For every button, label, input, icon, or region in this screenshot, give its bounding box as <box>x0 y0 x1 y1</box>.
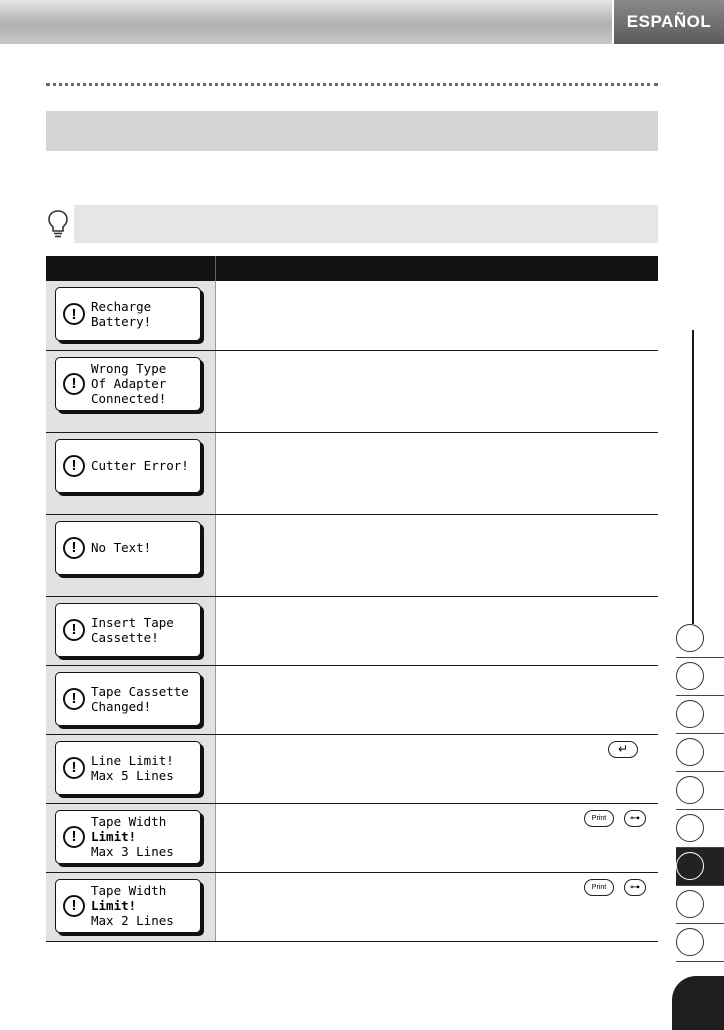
lcd-line: No Text! <box>91 540 152 555</box>
lcd-cell <box>46 872 216 941</box>
lcd-cell <box>46 734 216 803</box>
dotted-divider <box>46 83 658 86</box>
lcd-cell <box>46 665 216 734</box>
chapter-circle-icon <box>676 852 704 880</box>
lcd-line: Connected! <box>91 391 167 406</box>
lcd-message <box>91 361 166 406</box>
note-bar <box>74 205 658 243</box>
description-cell <box>216 281 659 350</box>
table-row <box>46 514 658 596</box>
lcd-display <box>55 357 201 411</box>
chapter-tab[interactable] <box>676 772 724 810</box>
chapter-tab[interactable] <box>676 848 724 886</box>
lcd-display <box>55 439 201 493</box>
table-row <box>46 350 658 432</box>
lcd-message <box>91 684 189 714</box>
table-row <box>46 281 658 350</box>
lcd-display <box>55 741 201 795</box>
alert-icon: ! <box>63 537 85 559</box>
table-header-row <box>46 256 658 281</box>
lcd-line: Battery! <box>91 314 152 329</box>
language-tab: ESPAÑOL <box>614 0 724 44</box>
lcd-line: Tape Width <box>91 883 167 898</box>
lcd-line: Of Adapter <box>91 376 167 391</box>
sidebar-rule <box>692 330 694 624</box>
enter-key-icon: ↵ <box>608 741 638 758</box>
alert-icon: ! <box>63 826 85 848</box>
section-heading-bar <box>46 111 658 151</box>
table-row <box>46 596 658 665</box>
description-cell <box>216 350 659 432</box>
description-cell <box>216 665 659 734</box>
alert-icon: ! <box>63 757 85 779</box>
table-row <box>46 803 658 872</box>
chapter-circle-icon <box>676 662 704 690</box>
lightbulb-icon <box>46 209 70 239</box>
description-cell <box>216 432 659 514</box>
lcd-line: Max 3 Lines <box>91 844 174 859</box>
chapter-tab[interactable] <box>676 810 724 848</box>
alert-icon: ! <box>63 303 85 325</box>
lcd-line: Insert Tape <box>91 614 174 630</box>
lcd-line: Limit! <box>91 898 137 913</box>
chapter-circle-icon <box>676 776 704 804</box>
alert-icon: ! <box>63 455 85 477</box>
table-row <box>46 734 658 803</box>
chapter-tabs <box>676 620 724 962</box>
chapter-tab[interactable] <box>676 696 724 734</box>
table-row <box>46 872 658 941</box>
lcd-line: Line Limit! <box>91 752 174 768</box>
description-cell <box>216 734 659 803</box>
error-message-table <box>46 256 658 942</box>
column-header-description <box>216 256 659 281</box>
alert-icon: ! <box>63 895 85 917</box>
lcd-display <box>55 521 201 575</box>
chapter-tab[interactable] <box>676 620 724 658</box>
lcd-line: Tape Width <box>91 814 167 829</box>
lcd-message <box>91 814 174 859</box>
lcd-line: Max 2 Lines <box>91 913 174 928</box>
lcd-message <box>91 458 189 473</box>
chapter-circle-icon <box>676 928 704 956</box>
description-cell <box>216 514 659 596</box>
chapter-circle-icon <box>676 624 704 652</box>
print-key-icon: Print <box>584 810 614 827</box>
shift-key-icon: ⊶ <box>624 879 646 896</box>
lcd-line: Limit! <box>91 829 137 844</box>
lcd-display <box>55 879 201 933</box>
header-bar <box>0 0 612 44</box>
alert-icon: ! <box>63 373 85 395</box>
print-key-icon: Print <box>584 879 614 896</box>
chapter-circle-icon <box>676 814 704 842</box>
lcd-cell <box>46 350 216 432</box>
lcd-display <box>55 810 201 864</box>
lcd-cell <box>46 514 216 596</box>
lcd-display <box>55 672 201 726</box>
chapter-tab[interactable] <box>676 924 724 962</box>
lcd-message <box>91 615 174 645</box>
shift-key-icon: ⊶ <box>624 810 646 827</box>
lcd-message <box>91 753 174 783</box>
table-row <box>46 665 658 734</box>
column-header-message <box>46 256 216 281</box>
lcd-cell <box>46 803 216 872</box>
lcd-message <box>91 299 151 329</box>
chapter-circle-icon <box>676 890 704 918</box>
chapter-circle-icon <box>676 700 704 728</box>
lcd-display <box>55 287 201 341</box>
lcd-cell <box>46 281 216 350</box>
lcd-line: Max 5 Lines <box>91 767 174 783</box>
description-cell <box>216 803 659 872</box>
chapter-circle-icon <box>676 738 704 766</box>
chapter-tab[interactable] <box>676 886 724 924</box>
lcd-line: Wrong Type <box>91 361 167 376</box>
lcd-cell <box>46 596 216 665</box>
lcd-display <box>55 603 201 657</box>
lcd-message <box>91 540 151 555</box>
lcd-line: Cutter Error! <box>91 458 189 473</box>
alert-icon: ! <box>63 619 85 641</box>
chapter-tab[interactable] <box>676 734 724 772</box>
lcd-cell <box>46 432 216 514</box>
lcd-line: Cassette! <box>91 629 159 645</box>
lcd-message <box>91 883 174 928</box>
description-cell <box>216 596 659 665</box>
lcd-line: Tape Cassette <box>91 683 189 699</box>
chapter-tab[interactable] <box>676 658 724 696</box>
description-cell <box>216 872 659 941</box>
alert-icon: ! <box>63 688 85 710</box>
lcd-line: Recharge <box>91 299 152 314</box>
page-number-tab <box>672 976 724 1030</box>
table-row <box>46 432 658 514</box>
lcd-line: Changed! <box>91 698 152 714</box>
